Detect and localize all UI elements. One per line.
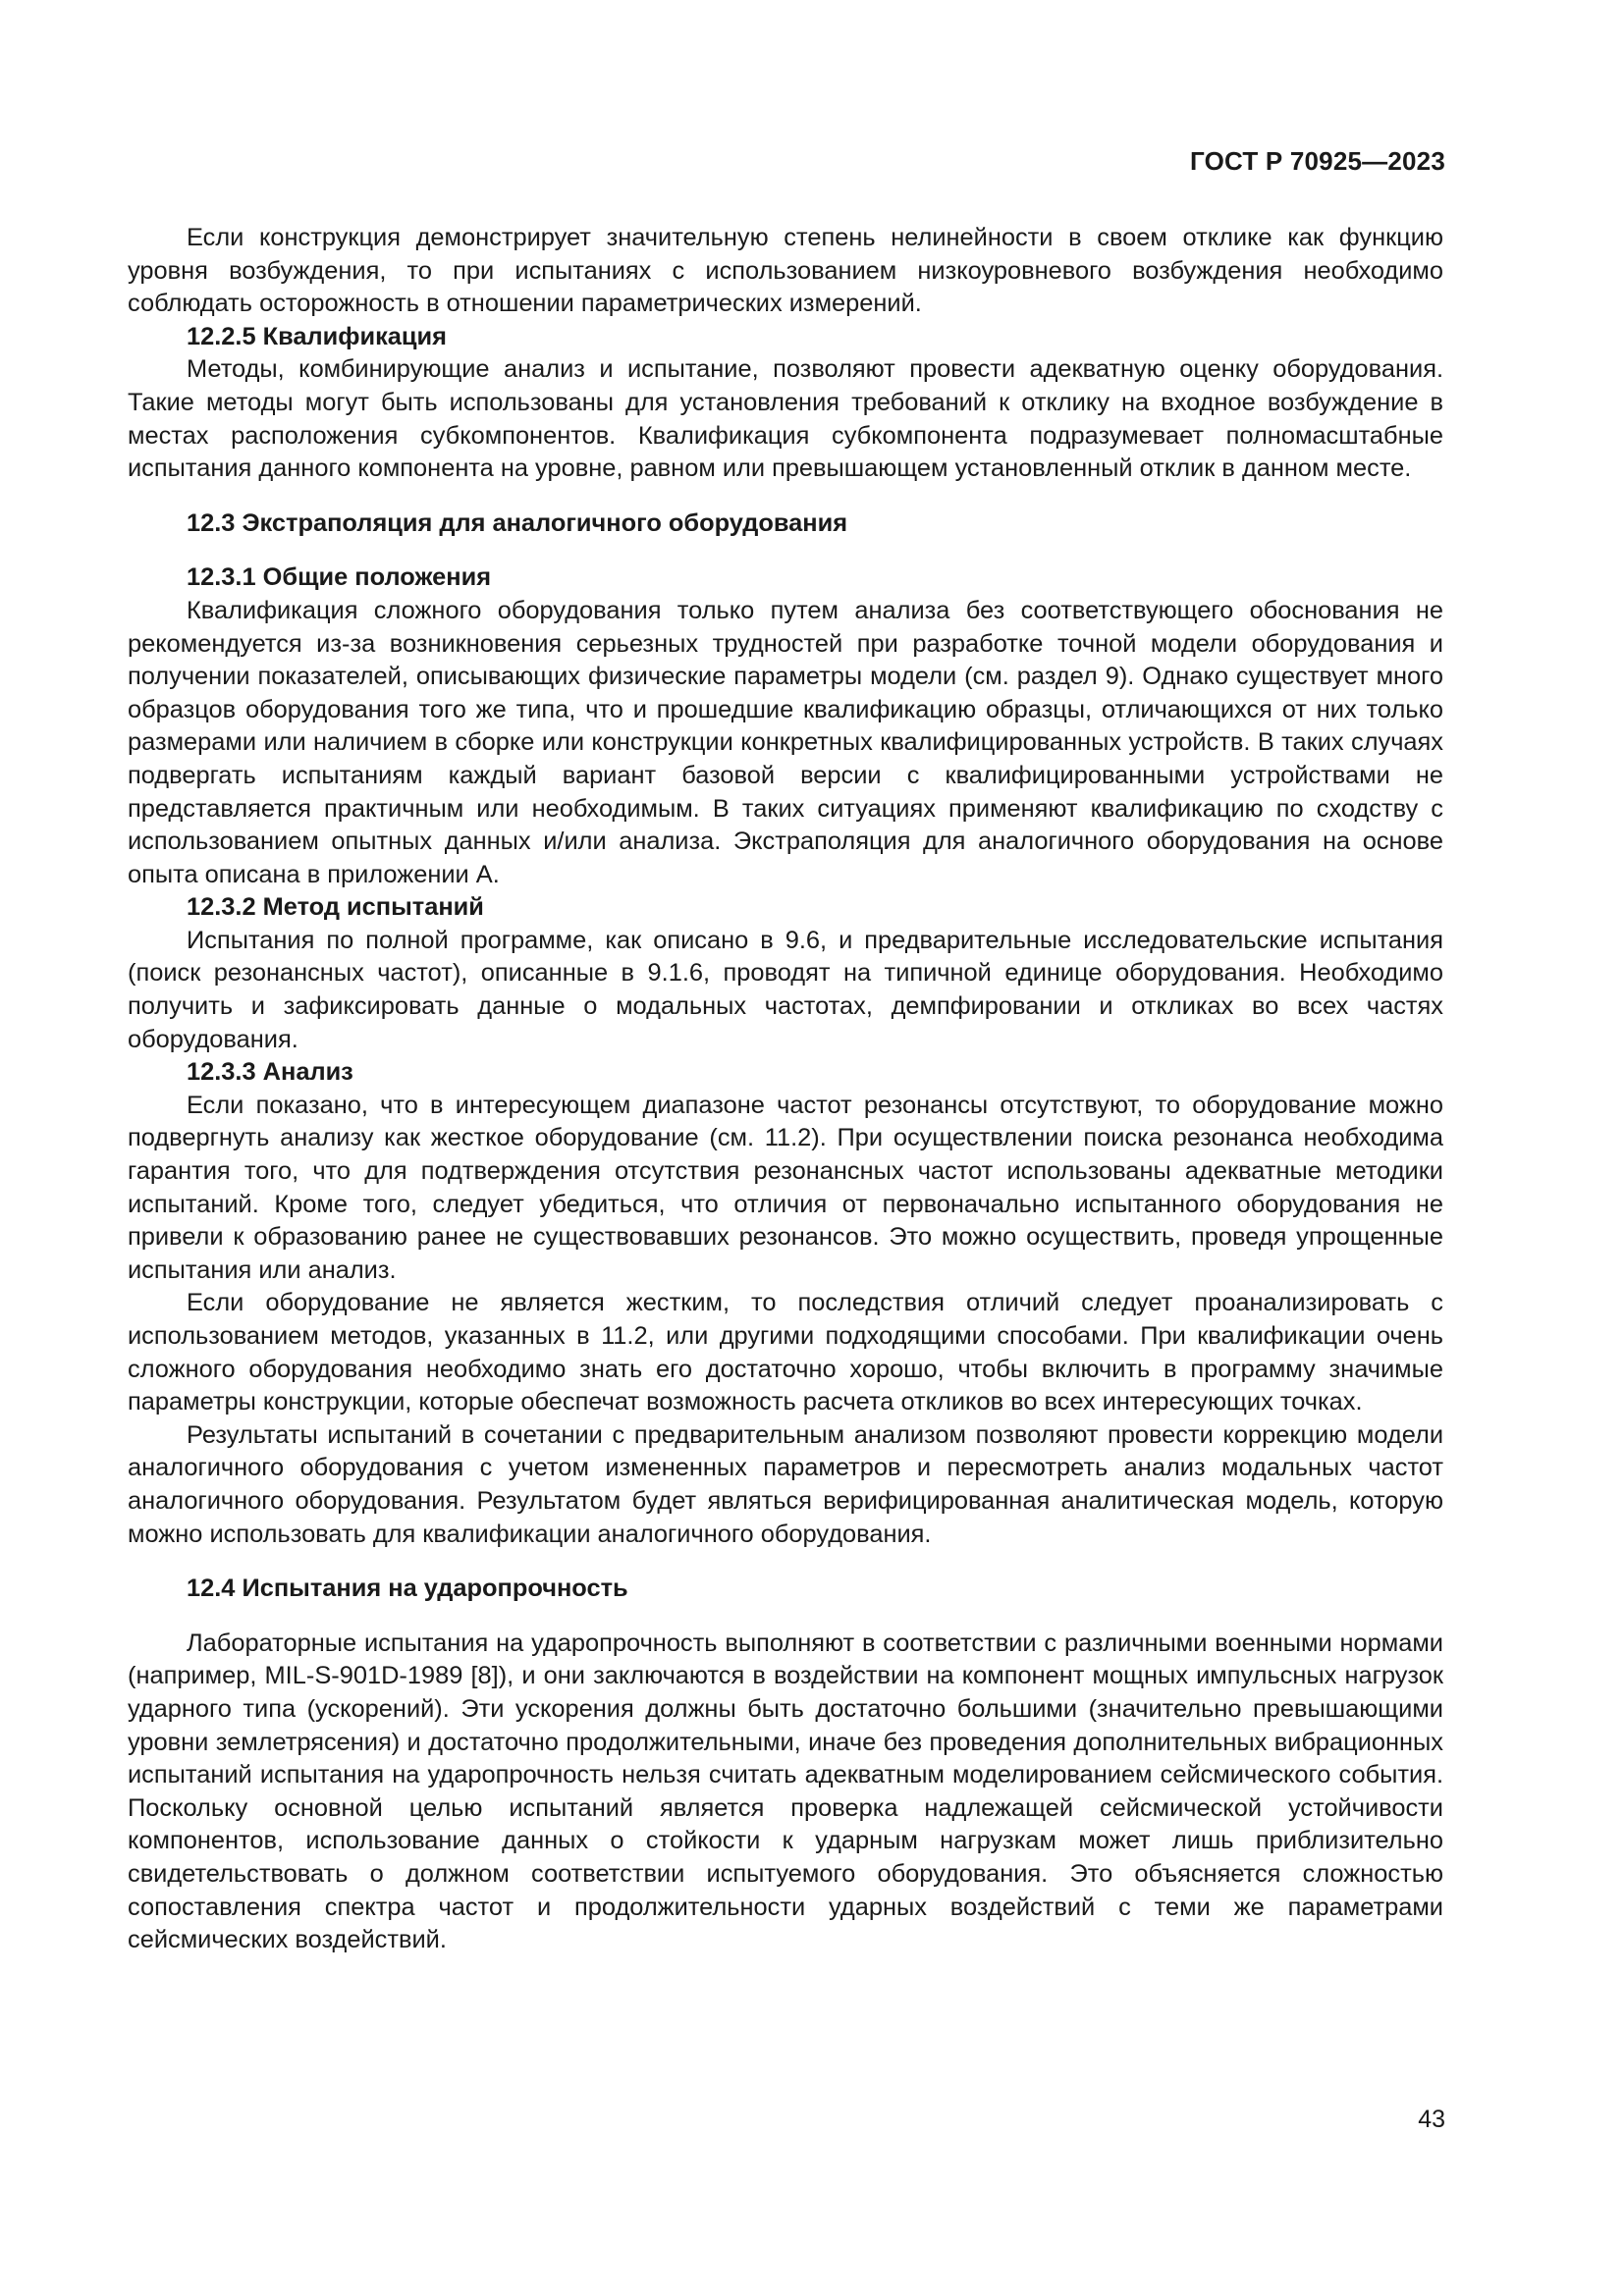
page-number: 43: [1418, 2106, 1445, 2133]
document-code-header: ГОСТ Р 70925—2023: [1190, 146, 1445, 176]
section-heading-12-4: 12.4 Испытания на ударопрочность: [187, 1575, 628, 1603]
body-paragraph: Результаты испытаний в сочетании с предварительным анализом позволяют провести коррекцию модели аналогичного оборудования с учетом измененных параметров и пересмотреть анализ модальных частот аналогичного оборудования. Результатом будет являться верифицированная аналитическая модель, которую можно использовать для квалификации аналогичного оборудования.: [128, 1420, 1443, 1548]
subsection-heading-12-3-2: 12.3.2 Метод испытаний: [187, 893, 484, 922]
body-paragraph: Если конструкция демонстрирует значительную степень нелинейности в своем отклике как функцию уровня возбуждения, то при испытаниях с использованием низкоуровневого возбуждения необходимо соблюдать осторожность в отношении параметрических измерений.: [128, 224, 1443, 318]
body-paragraph: Если оборудование не является жестким, то последствия отличий следует проанализировать с использованием методов, указанных в 11.2, или другими подходящими способами. При квалификации очень сложного оборудования необходимо знать его достаточно хорошо, чтобы включить в программу значимые параметры конструкции, которые обеспечат возможность расчета откликов во всех интересующих точках.: [128, 1289, 1443, 1416]
body-paragraph: Если показано, что в интересующем диапазоне частот резонансы отсутствуют, то оборудование можно подвергнуть анализу как жесткое оборудование (см. 11.2). При осуществлении поиска резонанса необходима гарантия того, что для подтверждения отсутствия резонансных частот использованы адекватные методики испытаний. Кроме того, следует убедиться, что отличия от первоначально испытанного оборудования не привели к образованию ранее не существовавших резонансов. Это можно осуществить, проведя упрощенные испытания или анализ.: [128, 1091, 1443, 1284]
subsection-heading-12-2-5: 12.2.5 Квалификация: [187, 322, 447, 350]
section-heading-12-3: 12.3 Экстраполяция для аналогичного оборудования: [187, 508, 848, 537]
subsection-heading-12-3-3: 12.3.3 Анализ: [187, 1058, 353, 1087]
body-paragraph: Испытания по полной программе, как описано в 9.6, и предварительные исследовательские испытания (поиск резонансных частот), описанные в 9.1.6, проводят на типичной единице оборудования. Необходимо получить и зафиксировать данные о модальных частотах, демпфировании и откликах во всех частях оборудования.: [128, 926, 1443, 1053]
body-paragraph: Методы, комбинирующие анализ и испытание, позволяют провести адекватную оценку оборудования. Такие методы могут быть использованы для установления требований к отклику на входное возбуждение в местах расположения субкомпонентов. Квалификация субкомпонента подразумевает полномасштабные испытания данного компонента на уровне, равном или превышающем установленный отклик в данном месте.: [128, 355, 1443, 483]
subsection-heading-12-3-1: 12.3.1 Общие положения: [187, 563, 492, 592]
page-body: [128, 222, 1443, 1957]
body-paragraph: Лабораторные испытания на ударопрочность выполняют в соответствии с различными военными нормами (например, MIL-S-901D-1989 [8]), и они заключаются в воздействии на компонент мощных импульсных нагрузок ударного типа (ускорений). Эти ускорения должны быть достаточно большими (значительно превышающими уровни землетрясения) и достаточно продолжительными, иначе без проведения дополнительных вибрационных испытаний испытания на ударопрочность нельзя считать адекватным моделированием сейсмического события. Поскольку основной целью испытаний является проверка надлежащей сейсмической устойчивости компонентов, использование данных о стойкости к ударным нагрузкам может лишь приблизительно свидетельствовать о должном соответствии испытуемого оборудования. Это объясняется сложностью сопоставления спектра частот и продолжительности ударных воздействий с теми же параметрами сейсмических воздействий.: [128, 1629, 1443, 1954]
body-paragraph: Квалификация сложного оборудования только путем анализа без соответствующего обоснования не рекомендуется из-за возникновения серьезных трудностей при разработке точной модели оборудования и получении показателей, описывающих физические параметры модели (см. раздел 9). Однако существует много образцов оборудования того же типа, что и прошедшие квалификацию образцы, отличающихся от них только размерами или наличием в сборке или конструкции конкретных квалифицированных устройств. В таких случаях подвергать испытаниям каждый вариант базовой версии с квалифицированными устройствами не представляется практичным или необходимым. В таких ситуациях применяют квалификацию по сходству с использованием опытных данных и/или анализа. Экстраполяция для аналогичного оборудования на основе опыта описана в приложении А.: [128, 596, 1443, 888]
